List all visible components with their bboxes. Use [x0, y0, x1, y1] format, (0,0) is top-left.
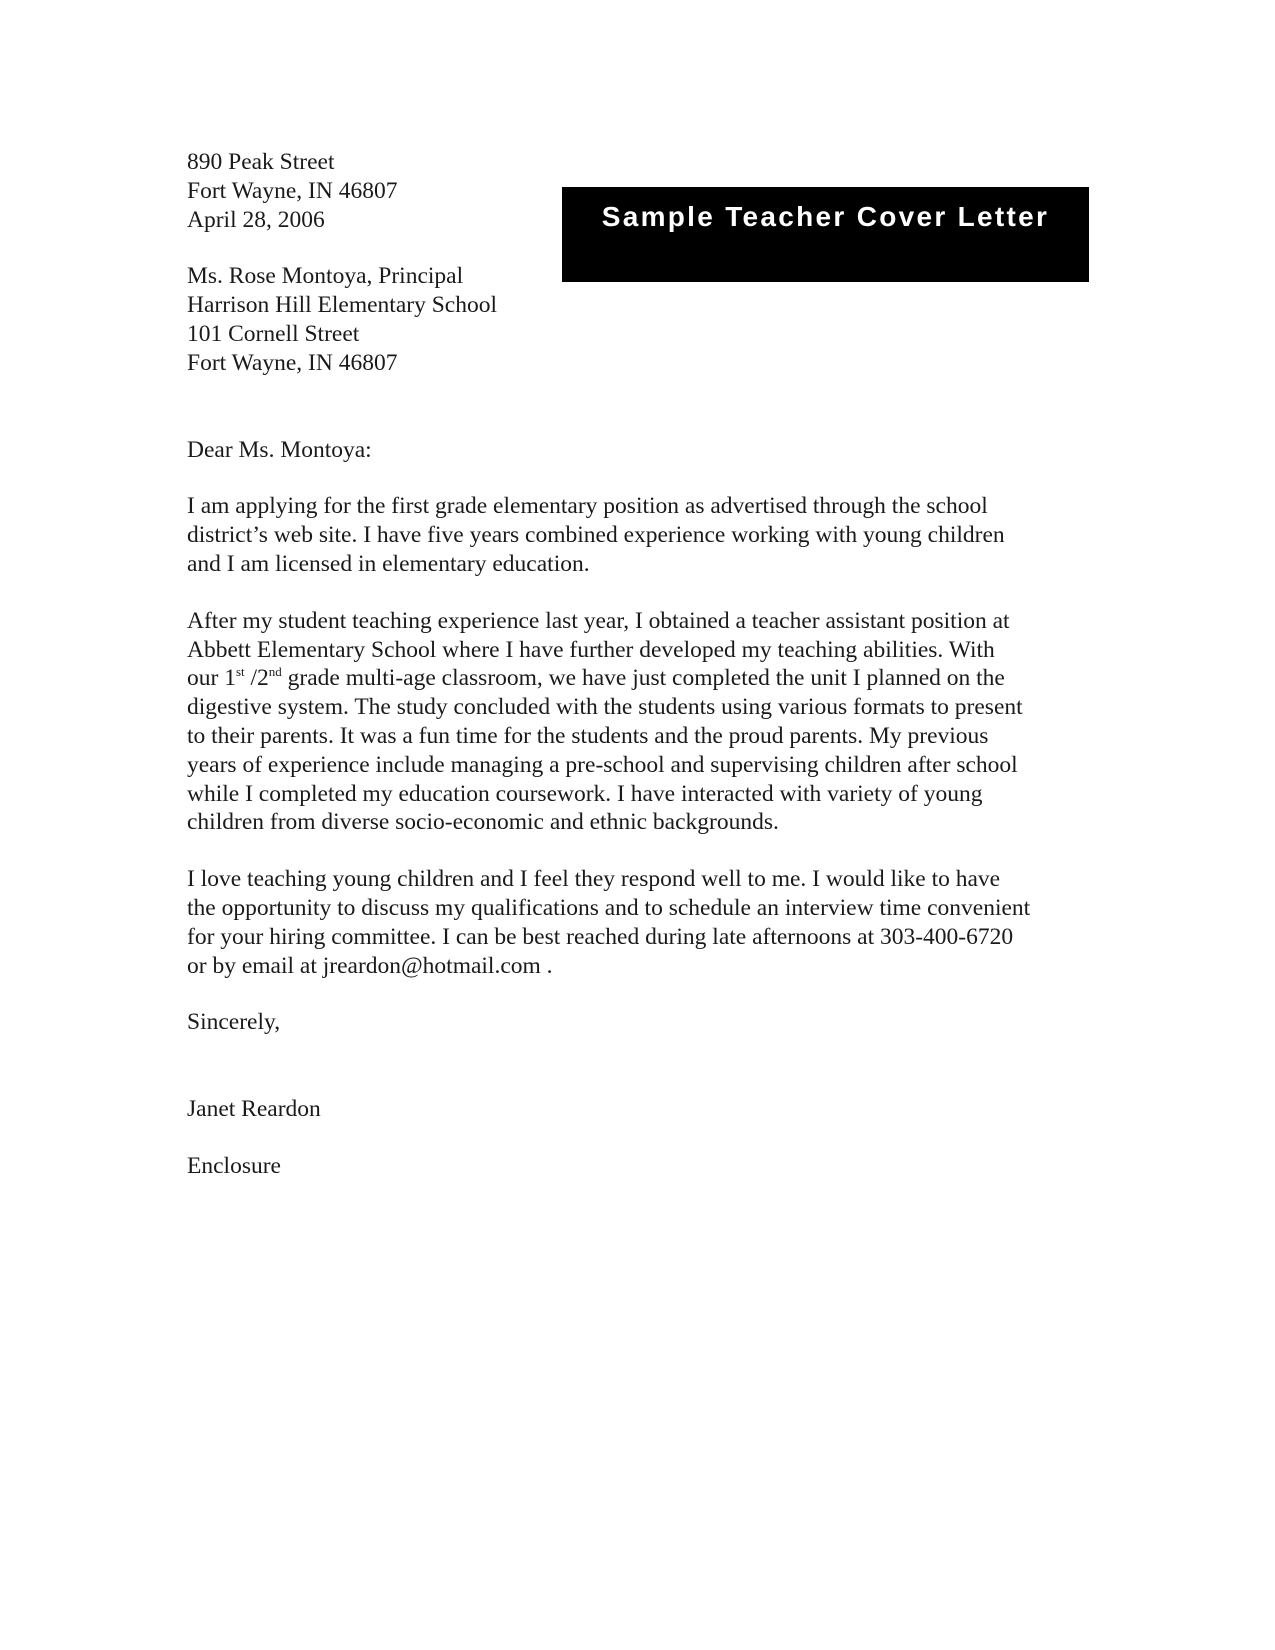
text-fragment: grade multi-age classroom, we have just completed the unit I planned on the [281, 665, 1005, 692]
closing-text: Sincerely, [187, 1009, 281, 1036]
paragraph-2 [187, 607, 1087, 837]
paragraph-line: to their parents. It was a fun time for the students and the proud parents. My previous [187, 722, 989, 749]
paragraph-1 [187, 492, 1087, 578]
paragraph-line: district’s web site. I have five years combined experience working with young children [187, 522, 1005, 549]
recipient-city: Fort Wayne, IN 46807 [187, 349, 398, 376]
paragraph-line: and I am licensed in elementary education. [187, 550, 590, 577]
text-fragment: /2 [244, 665, 269, 692]
paragraph-line: years of experience include managing a pre-school and supervising children after school [187, 751, 1018, 778]
paragraph-line: After my student teaching experience last year, I obtained a teacher assistant position at [187, 607, 1010, 634]
paragraph-line: I love teaching young children and I feel they respond well to me. I would like to have [187, 866, 1001, 893]
paragraph-line: the opportunity to discuss my qualifications and to schedule an interview time convenient [187, 894, 1031, 921]
recipient-school: Harrison Hill Elementary School [187, 292, 497, 319]
recipient-street: 101 Cornell Street [187, 320, 360, 347]
sender-city: Fort Wayne, IN 46807 [187, 177, 398, 204]
salutation-text: Dear Ms. Montoya: [187, 436, 372, 463]
document-title: Sample Teacher Cover Letter [601, 201, 1050, 232]
paragraph-line: digestive system. The study concluded with the students using various formats to present [187, 694, 1023, 721]
recipient-address [187, 262, 1087, 377]
signature [187, 1095, 1087, 1124]
ordinal-superscript: st [235, 664, 245, 680]
salutation [187, 436, 1087, 465]
signature-name: Janet Reardon [187, 1096, 321, 1123]
sender-street: 890 Peak Street [187, 149, 335, 175]
paragraph-line: while I completed my education coursework. I have interacted with variety of young [187, 780, 983, 807]
letter-date: April 28, 2006 [187, 206, 325, 233]
paragraph-line: I am applying for the first grade elementary position as advertised through the school [187, 493, 988, 520]
paragraph-line: children from diverse socio-economic and ethnic backgrounds. [187, 809, 779, 836]
paragraph-line-grades [187, 664, 1087, 693]
enclosure-text: Enclosure [187, 1152, 281, 1179]
closing [187, 1008, 1087, 1037]
paragraph-line: Abbett Elementary School where I have further developed my teaching abilities. With [187, 636, 995, 663]
recipient-name: Ms. Rose Montoya, Principal [187, 263, 464, 290]
paragraph-line: or by email at jreardon@hotmail.com . [187, 952, 553, 979]
paragraph-3 [187, 865, 1087, 980]
sender-address [187, 148, 1087, 234]
enclosure-note [187, 1152, 1087, 1181]
cover-letter [187, 148, 1087, 1181]
text-fragment: our 1 [187, 665, 236, 692]
paragraph-line: for your hiring committee. I can be best reached during late afternoons at 303-400-6720 [187, 923, 1014, 950]
ordinal-superscript: nd [268, 664, 282, 680]
